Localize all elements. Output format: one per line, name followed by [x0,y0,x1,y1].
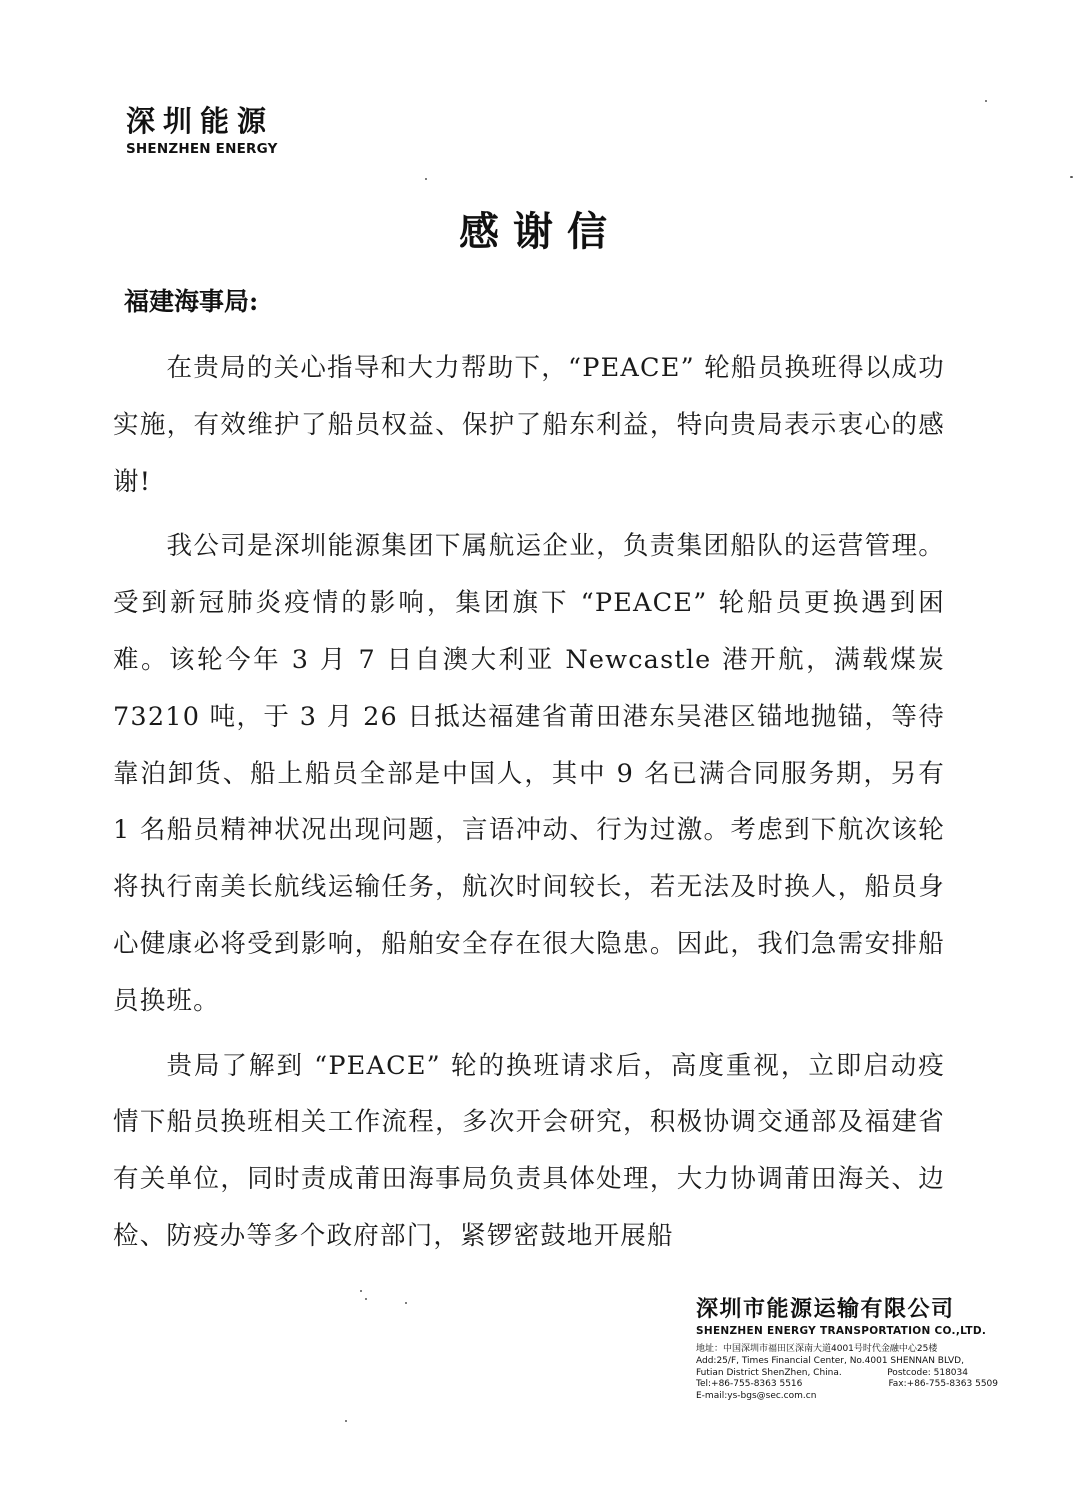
footer-address-cn [696,1344,998,1356]
letter-body [113,340,945,1273]
paragraph-3: 贵局了解到 “PEACE” 轮的换班请求后，高度重视，立即启动疫情下船员换班相关工作流程，多次开会研究，积极协调交通部及福建省有关单位，同时责成莆田海事局负责具体处理，大力协调莆田海关、边检、防疫办等多个政府部门，紧锣密鼓地开展船 [113,1050,945,1251]
address-en-text-2: Futian District ShenZhen, China. [696,1367,842,1378]
email: E-mail:ys-bgs@sec.com.cn [696,1391,817,1402]
shenzhen-energy-logo [126,104,296,158]
scan-speck [425,178,427,180]
scan-speck [405,1302,407,1304]
postcode: Postcode: 518034 [887,1367,968,1378]
scan-speck [985,100,987,102]
letter-title: 感谢信 [459,209,621,255]
telephone: Tel:+86-755-8363 5516 [696,1379,803,1390]
fax: Fax:+86-755-8363 5509 [888,1379,998,1390]
paragraph-1: 在贵局的关心指导和大力帮助下，“PEACE” 轮船员换班得以成功实施，有效维护了船员权益、保护了船东利益，特向贵局表示衷心的感谢! [113,353,945,497]
footer-company-cn: 深圳市能源运输有限公司 [696,1297,955,1322]
scan-speck [365,1298,367,1300]
footer-address-en-1 [696,1356,998,1368]
address-en-text-1: Add:25/F, Times Financial Center, No.4001 SHENNAN BLVD, [696,1355,964,1366]
footer-address-en-2 [696,1368,998,1380]
logo-chinese-name: 深圳能源 [126,104,275,138]
footer-email-line [696,1391,998,1403]
scan-speck [345,1420,347,1422]
paragraph-2: 我公司是深圳能源集团下属航运企业，负责集团船队的运营管理。受到新冠肺炎疫情的影响，集团旗下 “PEACE” 轮船员更换遇到困难。该轮今年 3 月 7 日自澳大利亚 Newcastle 港开航，满载煤炭 73210 吨，于 3 月 26 日抵达福建省莆田港东吴港区锚地抛锚，等待靠泊卸货、船上船员全部是中国人，其中 9 名已满合同服务期，另有 1 名船员精神状况出现问题，言语冲动、行为过激。考虑到下航次该轮将执行南美长航线运输任务，航次时间较长，若无法及时换人，船员身心健康必将受到影响，船舶安全存在很大隐患。因此，我们急需安排船员换班。 [113,531,945,1016]
footer-company-en: SHENZHEN ENERGY TRANSPORTATION CO.,LTD. [696,1325,987,1337]
company-footer [696,1296,1006,1403]
scan-speck [360,1290,362,1292]
salutation: 福建海事局: [124,287,259,316]
footer-phone-fax [696,1379,998,1391]
scan-speck [1070,176,1073,178]
address-cn-text: 地址：中国深圳市福田区深南大道4001号时代金融中心25楼 [696,1344,938,1354]
logo-english-name: SHENZHEN ENERGY [126,141,278,157]
